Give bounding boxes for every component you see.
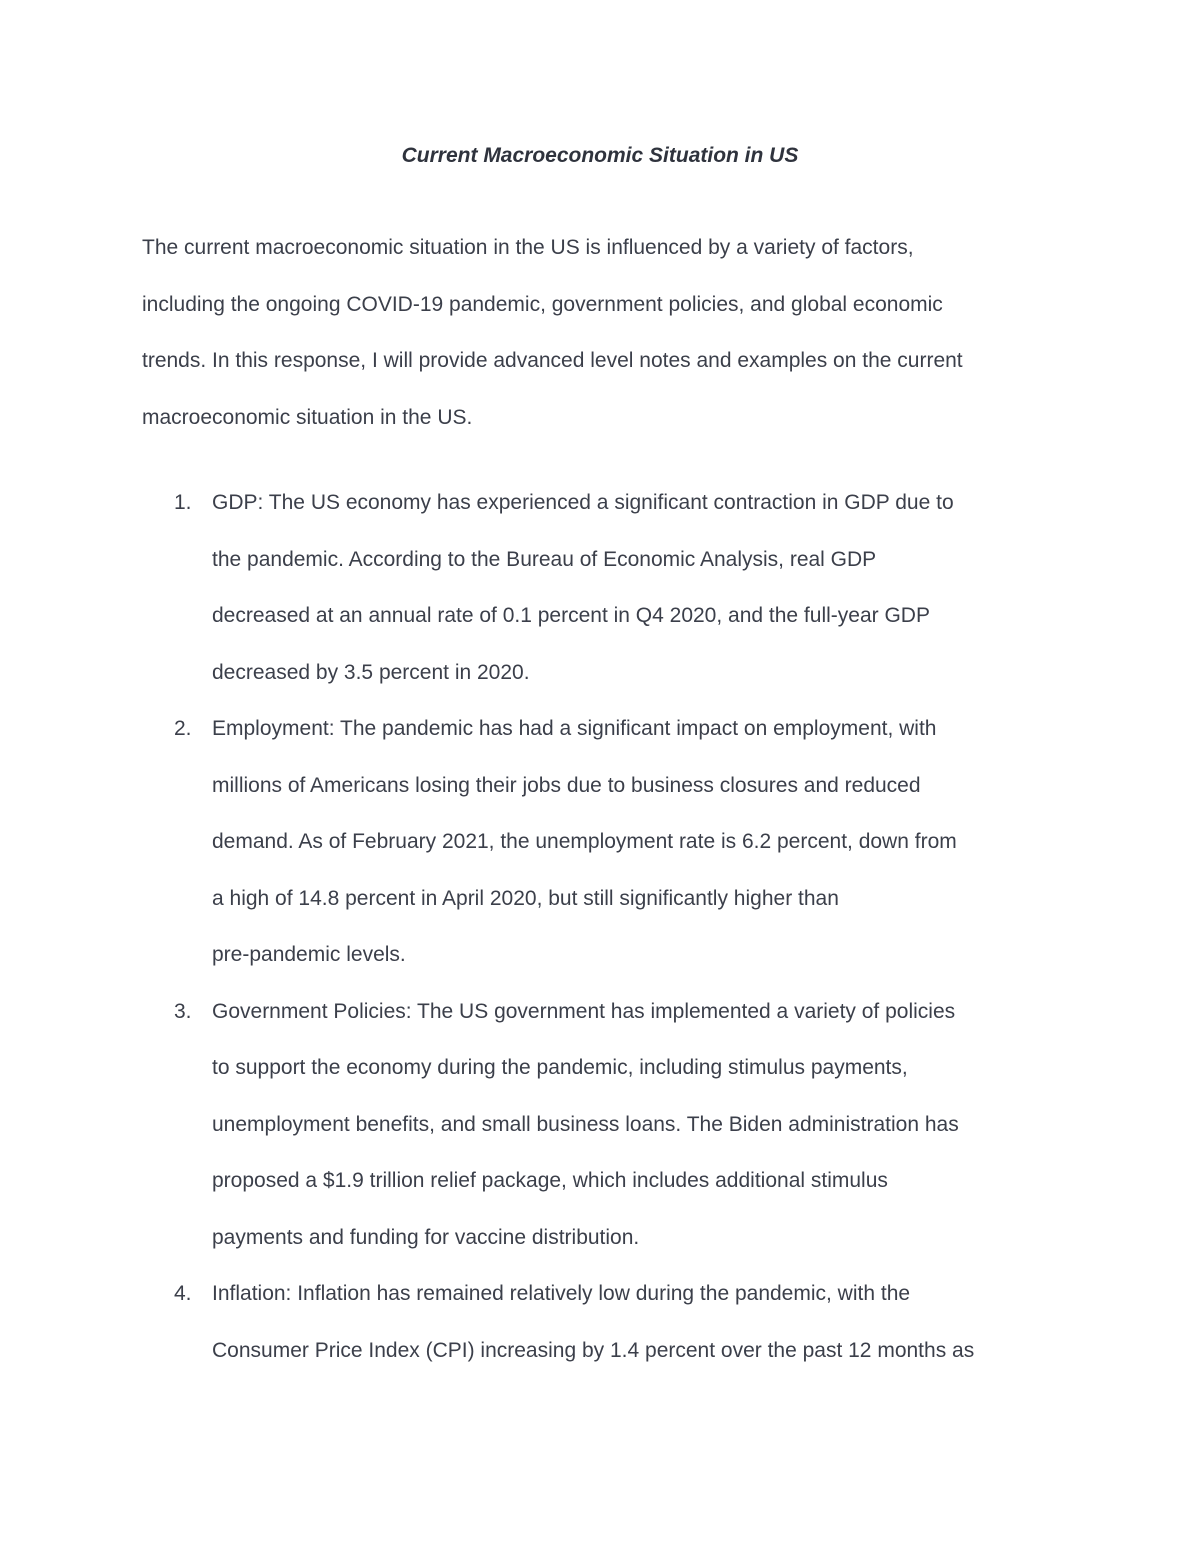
list-item-employment [174,701,1092,984]
list-item-line: the pandemic. According to the Bureau of Economic Analysis, real GDP [212,547,877,571]
list-item-line: decreased by 3.5 percent in 2020. [212,660,530,684]
list-item-line: a high of 14.8 percent in April 2020, but still significantly higher than [212,886,839,910]
intro-line: macroeconomic situation in the US. [142,405,473,429]
list-item-line: Employment: The pandemic has had a significant impact on employment, with [212,717,937,740]
list-number: 1. [174,491,192,514]
list-item-gdp [174,475,1092,701]
list-item-line: GDP: The US economy has experienced a significant contraction in GDP due to [212,491,954,514]
list-item-line: decreased at an annual rate of 0.1 percent in Q4 2020, and the full-year GDP [212,604,930,627]
intro-line: including the ongoing COVID-19 pandemic, government policies, and global economic [142,292,943,316]
list-item-line: Government Policies: The US government has implemented a variety of policies [212,999,956,1023]
list-item-line: pre-pandemic levels. [212,943,406,966]
list-item-line: Inflation: Inflation has remained relatively low during the pandemic, with the [212,1282,911,1305]
numbered-list [174,475,1092,1379]
list-item-line: demand. As of February 2021, the unemployment rate is 6.2 percent, down from [212,830,957,853]
list-item-line: proposed a $1.9 trillion relief package, which includes additional stimulus [212,1169,888,1192]
list-number: 3. [174,999,192,1023]
list-number: 4. [174,1282,192,1305]
intro-line: trends. In this response, I will provide advanced level notes and examples on the current [142,349,963,372]
intro-paragraph [142,220,1082,446]
list-item-government-policies [174,984,1092,1267]
intro-line: The current macroeconomic situation in the US is influenced by a variety of factors, [142,236,914,259]
document-title: Current Macroeconomic Situation in US [401,144,799,167]
list-item-inflation [174,1266,1092,1379]
list-item-line: millions of Americans losing their jobs due to business closures and reduced [212,773,921,797]
list-item-line: to support the economy during the pandemic, including stimulus payments, [212,1056,908,1079]
list-item-line: payments and funding for vaccine distribution. [212,1225,640,1249]
list-number: 2. [174,717,192,740]
list-item-line: unemployment benefits, and small business loans. The Biden administration has [212,1112,959,1136]
list-item-line: Consumer Price Index (CPI) increasing by 1.4 percent over the past 12 months as [212,1338,975,1362]
